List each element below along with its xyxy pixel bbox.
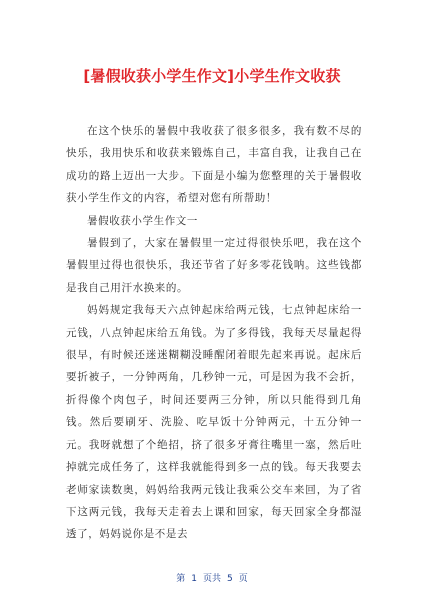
footer-middle: 页共 <box>202 574 221 584</box>
page-total: 5 <box>227 574 233 584</box>
page-number: 1 <box>191 574 197 584</box>
footer-suffix: 页 <box>238 574 248 584</box>
body-paragraph: 暑假到了，大家在暑假里一定过得很快乐吧，我在这个暑假里过得也很快乐，我还节省了好多零花钱呐。这些钱都是我自己用汗水换来的。 <box>66 237 362 294</box>
document-body <box>66 120 362 546</box>
page-footer <box>0 571 424 584</box>
intro-paragraph: 在这个快乐的暑假中我收获了很多很多，我有数不尽的快乐，我用快乐和收获来锻炼自己，丰富自我，让我自己在成功的路上迈出一大步。下面是小编为您整理的关于暑假收获小学生作文的内容，希望对您有所帮助！ <box>66 125 362 205</box>
section-heading: 暑假收获小学生作文一 <box>87 214 198 227</box>
footer-prefix: 第 <box>176 574 186 584</box>
body-paragraph: 妈妈规定我每天六点钟起床给两元钱，七点钟起床给一元钱，八点钟起床给五角钱。为了多得钱，我每天尽量起得很早，有时候还迷迷糊糊没睡醒闭着眼先起来再说。起床后要折被子，一分钟两角，几秒钟一元，可是因为我不会折，折得像个肉包子，时间还要两三分钟，所以只能得到几角钱。然后要刷牙、洗脸、吃早饭十分钟两元，十五分钟一元。我呀就想了个绝招，挤了很多牙膏往嘴里一塞，然后吐掉就完成任务了，这样我就能得到多一点的钱。每天我要去老师家读数奥，妈妈给我两元钱让我乘公交车来回，为了省下这两元钱，我每天走着去上课和回家，每天回家全身都湿透了，妈妈说你是不是去 <box>66 304 362 541</box>
document-title: [暑假收获小学生作文]小学生作文收获 <box>83 67 341 85</box>
